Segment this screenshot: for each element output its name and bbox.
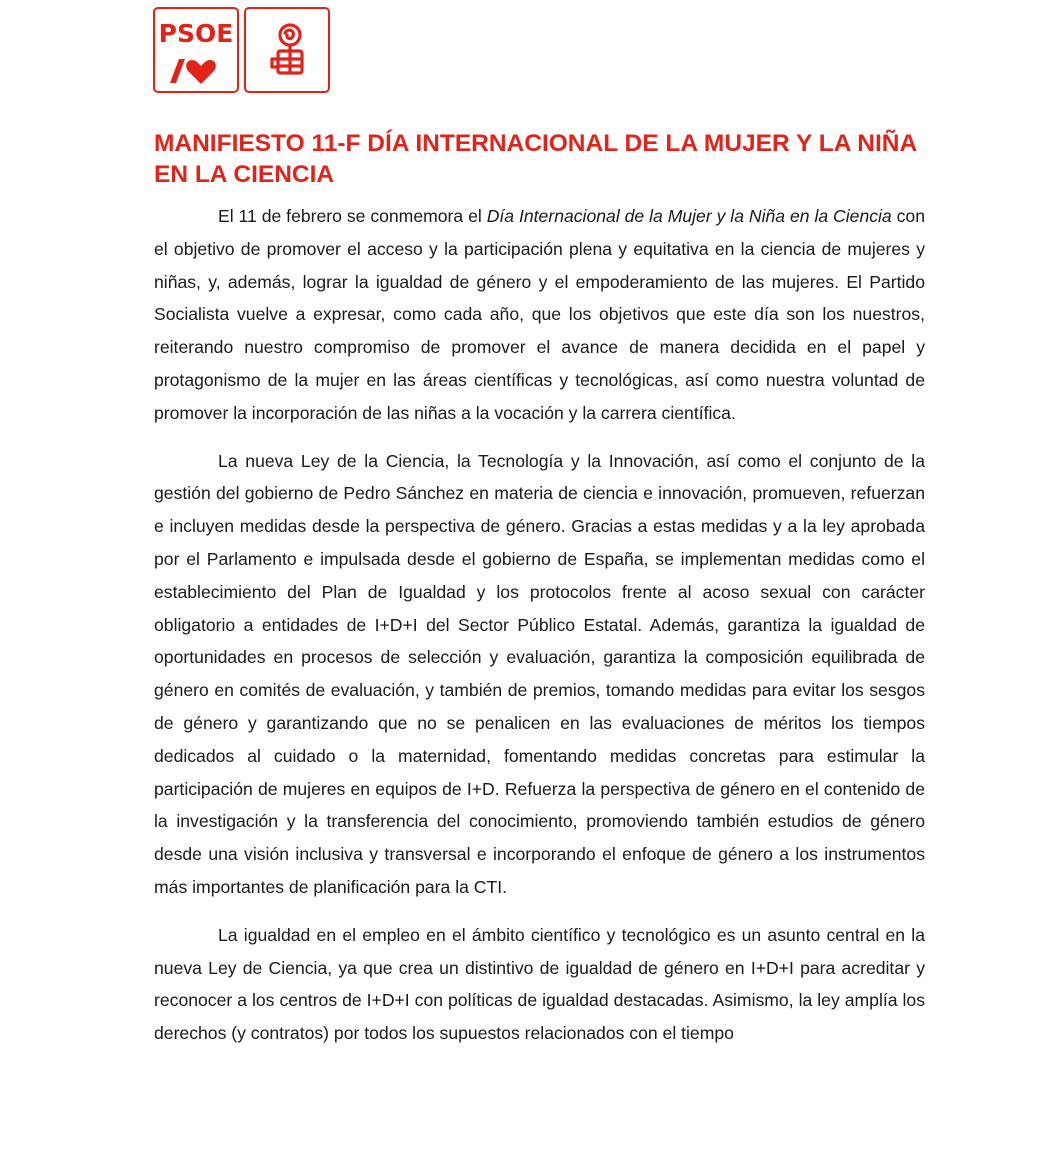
fist-rose-logo — [244, 7, 330, 93]
paragraph-1-emphasis: Día Internacional de la Mujer y la Niña en la Ciencia — [486, 206, 892, 226]
paragraph-3: La igualdad en el empleo en el ámbito científico y tecnológico es un asunto central en la nueva Ley de Ciencia, ya que crea un distintivo de igualdad de género en I+D+I para acreditar y reconocer a los centros de I+D+I con políticas de igualdad destacadas. Asimismo, la ley amplía los derechos (y contratos) por todos los supuestos relacionados con el tiempo — [154, 924, 925, 1044]
psoe-logo-text: PSOE — [158, 19, 234, 48]
paragraph-1 — [154, 200, 925, 430]
document-title: MANIFIESTO 11-F DÍA INTERNACIONAL DE LA MUJER Y LA NIÑA EN LA CIENCIA — [154, 130, 917, 188]
psoe-logo — [153, 7, 239, 93]
fist-rose-icon — [264, 21, 314, 83]
paragraph-1-lead: El 11 de febrero se conmemora el — [218, 206, 487, 226]
slash-heart-icon — [165, 53, 217, 87]
paragraph-1-rest: con el objetivo de promover el acceso y la participación plena y equitativa en la ciencia de mujeres y niñas, y, además, lograr la igualdad de género y el empoderamiento de las mujeres. El Partido Socialista vuelve a expresar, como cada año, que los objetivos que este día son los nuestros, reiterando nuestro compromiso de promover el avance de manera decidida en el papel y protagonismo de la mujer en las áreas científicas y tecnológicas, así como nuestra voluntad de promover la incorporación de las niñas a la vocación y la carrera científica. — [154, 206, 925, 423]
paragraph-2: La nueva Ley de la Ciencia, la Tecnología y la Innovación, así como el conjunto de la gestión del gobierno de Pedro Sánchez en materia de ciencia e innovación, promueven, refuerzan e incluyen medidas desde la perspectiva de género. Gracias a estas medidas y a la ley aprobada por el Parlamento e impulsada desde el gobierno de España, se implementan medidas como el establecimiento del Plan de Igualdad y los protocolos frente al acoso sexual con carácter obligatorio a entidades de I+D+I del Sector Público Estatal. Además, garantiza la igualdad de oportunidades en procesos de selección y evaluación, garantiza la composición equilibrada de género en comités de evaluación, y también de premios, tomando medidas para evitar los sesgos de género y garantizando que no se penalicen en las evaluaciones de méritos los tiempos dedicados al cuidado o la maternidad, fomentando medidas concretas para estimular la participación de mujeres en equipos de I+D. Refuerza la perspectiva de género en el contenido de la investigación y la transferencia del conocimiento, promoviendo también estudios de género desde una visión inclusiva y transversal e incorporando el enfoque de género a los instrumentos más importantes de planificación para la CTI. — [154, 450, 925, 897]
logo-header — [153, 7, 330, 97]
document-body — [154, 200, 925, 1050]
